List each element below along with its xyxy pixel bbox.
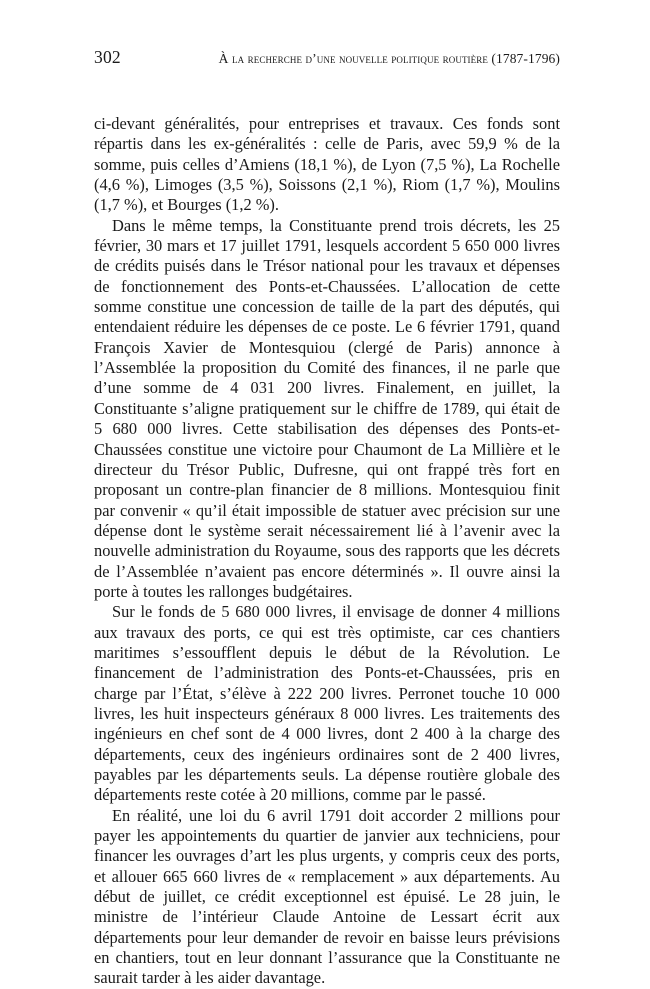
body-text <box>94 114 560 989</box>
running-title: À la recherche d’une nouvelle politique routière (1787-1796) <box>218 51 560 66</box>
paragraph: Sur le fonds de 5 680 000 livres, il envisage de donner 4 millions aux travaux des ports, ce qui est très optimiste, car ces chantiers maritimes s’essoufflent depuis le début de la Révolution. Le financement de l’administration des Ponts-et-Chaussées, pris en charge par l’État, s’élève à 222 200 livres. Perronet touche 10 000 livres, les huit inspecteurs généraux 8 000 livres. Les traitements des ingénieurs en chef sont de 4 000 livres, dont 2 400 à la charge des départements, ceux des ingénieurs ordinaires sont de 2 400 livres, payables par les départements seuls. La dépense routière globale des départements reste cotée à 20 millions, comme par le passé. <box>94 602 560 805</box>
paragraph-continued: ci-devant généralités, pour entreprises et travaux. Ces fonds sont répartis dans les ex-généralités : celle de Paris, avec 59,9 % de la somme, puis celles d’Amiens (18,1 %), de Lyon (7,5 %), La Rochelle (4,6 %), Limoges (3,5 %), Soissons (2,1 %), Riom (1,7 %), Moulins (1,7 %), et Bourges (1,2 %). <box>94 114 560 215</box>
running-head <box>94 47 560 68</box>
paragraph: En réalité, une loi du 6 avril 1791 doit accorder 2 millions pour payer les appointements du quartier de janvier aux techniciens, pour financer les ouvrages d’art les plus urgents, y compris ceux des ports, et allouer 665 660 livres de « remplacement » aux départements. Au début de juillet, ce crédit exceptionnel est épuisé. Le 28 juin, le ministre de l’intérieur Claude Antoine de Lessart écrit aux départements pour leur demander de revoir en baisse leurs prévisions en chantiers, tout en leur donnant l’assurance que la Constituante ne saurait tarder à les aider davantage. <box>94 805 560 988</box>
paragraph: Dans le même temps, la Constituante prend trois décrets, les 25 février, 30 mars et 17 juillet 1791, lesquels accordent 5 650 000 livres de crédits puisés dans le Trésor national pour les travaux et dépenses de fonctionnement des Ponts-et-Chaussées. L’allocation de cette somme constitue une concession de taille de la part des députés, qui entendaient réduire les dépenses de ce poste. Le 6 février 1791, quand François Xavier de Montesquiou (clergé de Paris) annonce à l’Assemblée la proposition du Comité des finances, il ne parle que d’une somme de 4 031 200 livres. Finalement, en juillet, la Constituante s’aligne pratiquement sur le chiffre de 1789, qui était de 5 680 000 livres. Cette stabilisation des dépenses des Ponts-et-Chaussées constitue une victoire pour Chaumont de La Millière et le directeur du Trésor Public, Dufresne, qui ont frappé très fort en proposant un contre-plan financier de 8 millions. Montesquiou finit par convenir « qu’il était impossible de statuer avec précision sur une dépense dont le système serait nécessairement lié à l’avenir avec la nouvelle administration du Royaume, sous des rapports que les décrets de l’Assemblée n’avaient pas encore déterminés ». Il ouvre ainsi la porte à toutes les rallonges budgétaires. <box>94 215 560 601</box>
page-number: 302 <box>94 47 121 67</box>
